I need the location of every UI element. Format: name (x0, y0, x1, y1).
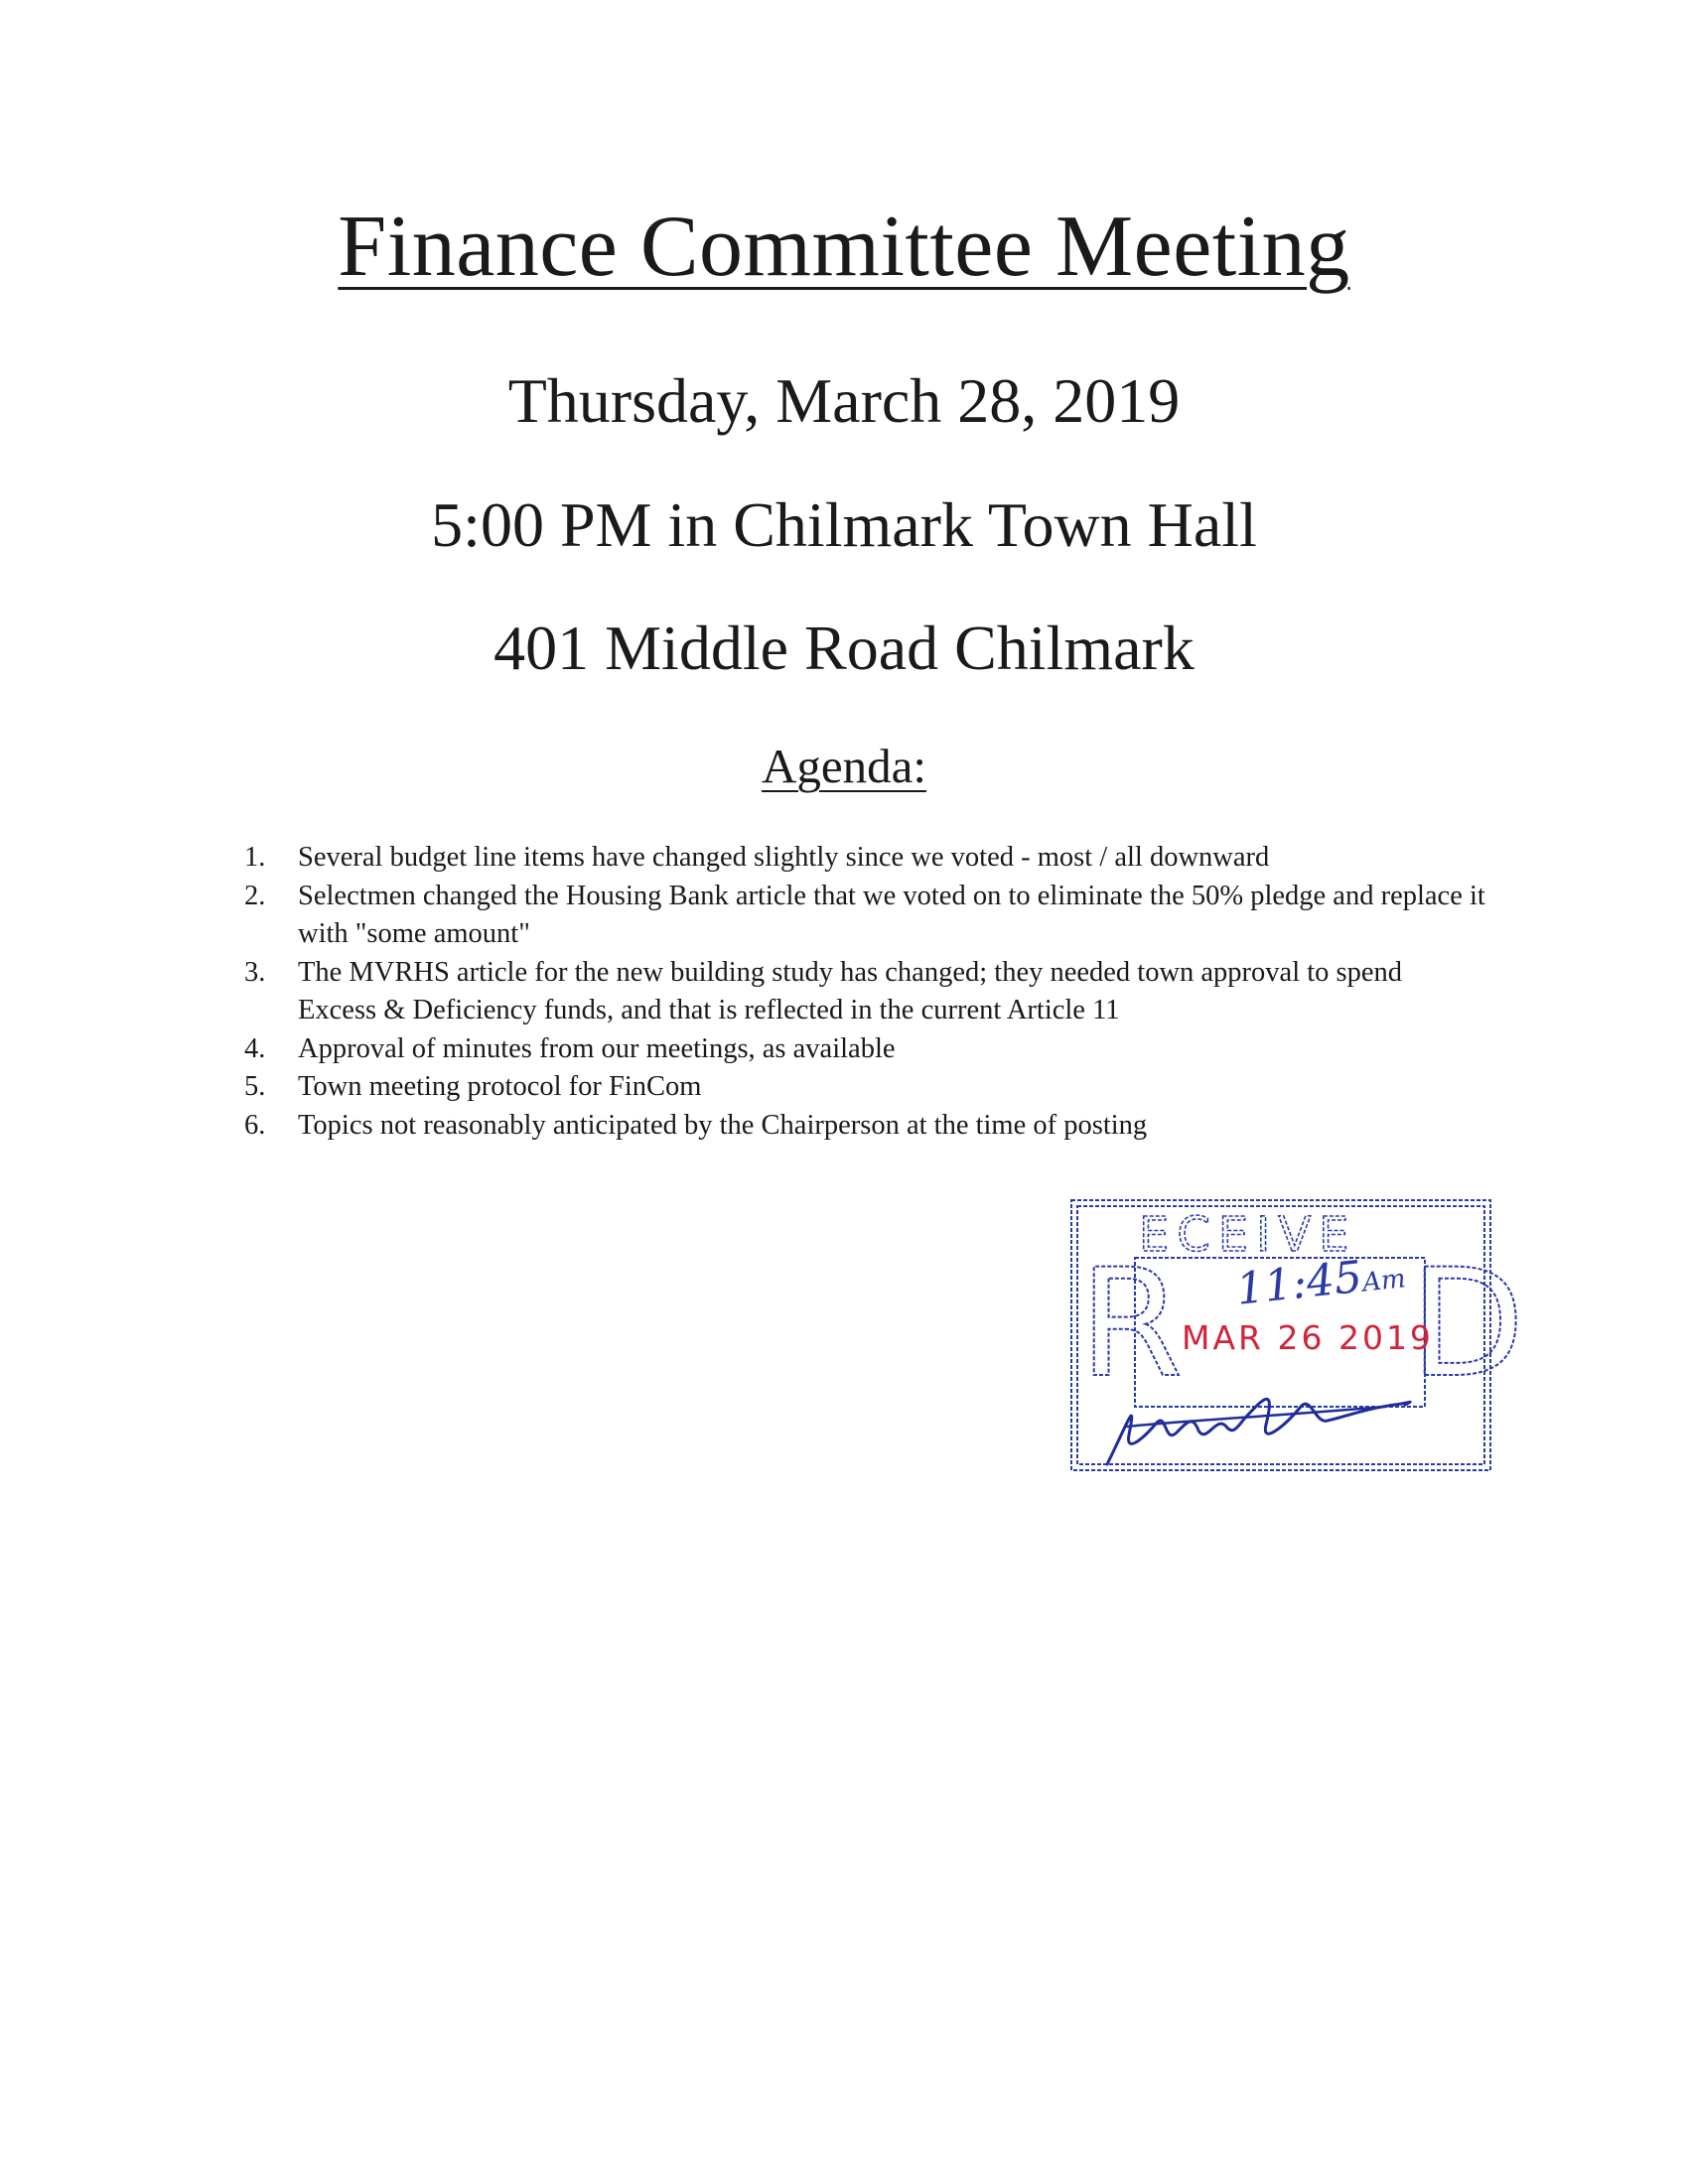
stamp-letters-eceive: ECEIVE (1139, 1207, 1357, 1263)
stamp-letter-r: R (1079, 1238, 1184, 1411)
stamp-time-suffix: Am (1360, 1264, 1408, 1298)
agenda-item-number: 1. (244, 842, 266, 873)
agenda-item-number: 3. (244, 956, 266, 988)
agenda-item-text: Topics not reasonably anticipated by the Chairperson at the time of posting (298, 1109, 1148, 1141)
agenda-item-number: 2. (244, 880, 266, 911)
agenda-heading (0, 739, 1688, 793)
agenda-item-text: Approval of minutes from our meetings, as available (298, 1032, 896, 1064)
agenda-item-number: 4. (244, 1032, 266, 1064)
agenda-item-text: Selectmen changed the Housing Bank article that we voted on to eliminate the 50% pledge and replace it with "some amount" (298, 880, 1485, 949)
meeting-date: Thursday, March 28, 2019 (507, 365, 1181, 436)
agenda-heading-text: Agenda: (762, 739, 926, 793)
agenda-item (244, 839, 1485, 878)
agenda-list (244, 839, 1485, 1145)
agenda-item-number: 6. (244, 1109, 266, 1141)
stamp-letter-d: D (1410, 1238, 1525, 1411)
agenda-item (244, 1068, 1485, 1107)
agenda-item-text: Several budget line items have changed slightly since we voted - most / all downward (298, 842, 1270, 873)
document-title-text: Finance Committee Meeting (338, 199, 1350, 295)
meeting-time-location: 5:00 PM in Chilmark Town Hall (431, 489, 1257, 560)
agenda-item (244, 878, 1485, 954)
received-stamp (1067, 1196, 1525, 1474)
agenda-item (244, 1030, 1485, 1069)
agenda-item (244, 954, 1485, 1030)
stamp-time-value: 11:45 (1233, 1251, 1365, 1315)
agenda-item (244, 1107, 1485, 1146)
agenda-item-number: 5. (244, 1071, 266, 1102)
stamp-date: MAR 26 2019 (1182, 1318, 1434, 1357)
meeting-address: 401 Middle Road Chilmark (493, 613, 1195, 683)
agenda-item-text: The MVRHS article for the new building study has changed; they needed town approval to spend Excess & Deficiency funds, and that is reflected in the current Article 11 (298, 956, 1403, 1025)
document-title (0, 199, 1688, 295)
agenda-item-text: Town meeting protocol for FinCom (298, 1071, 702, 1102)
